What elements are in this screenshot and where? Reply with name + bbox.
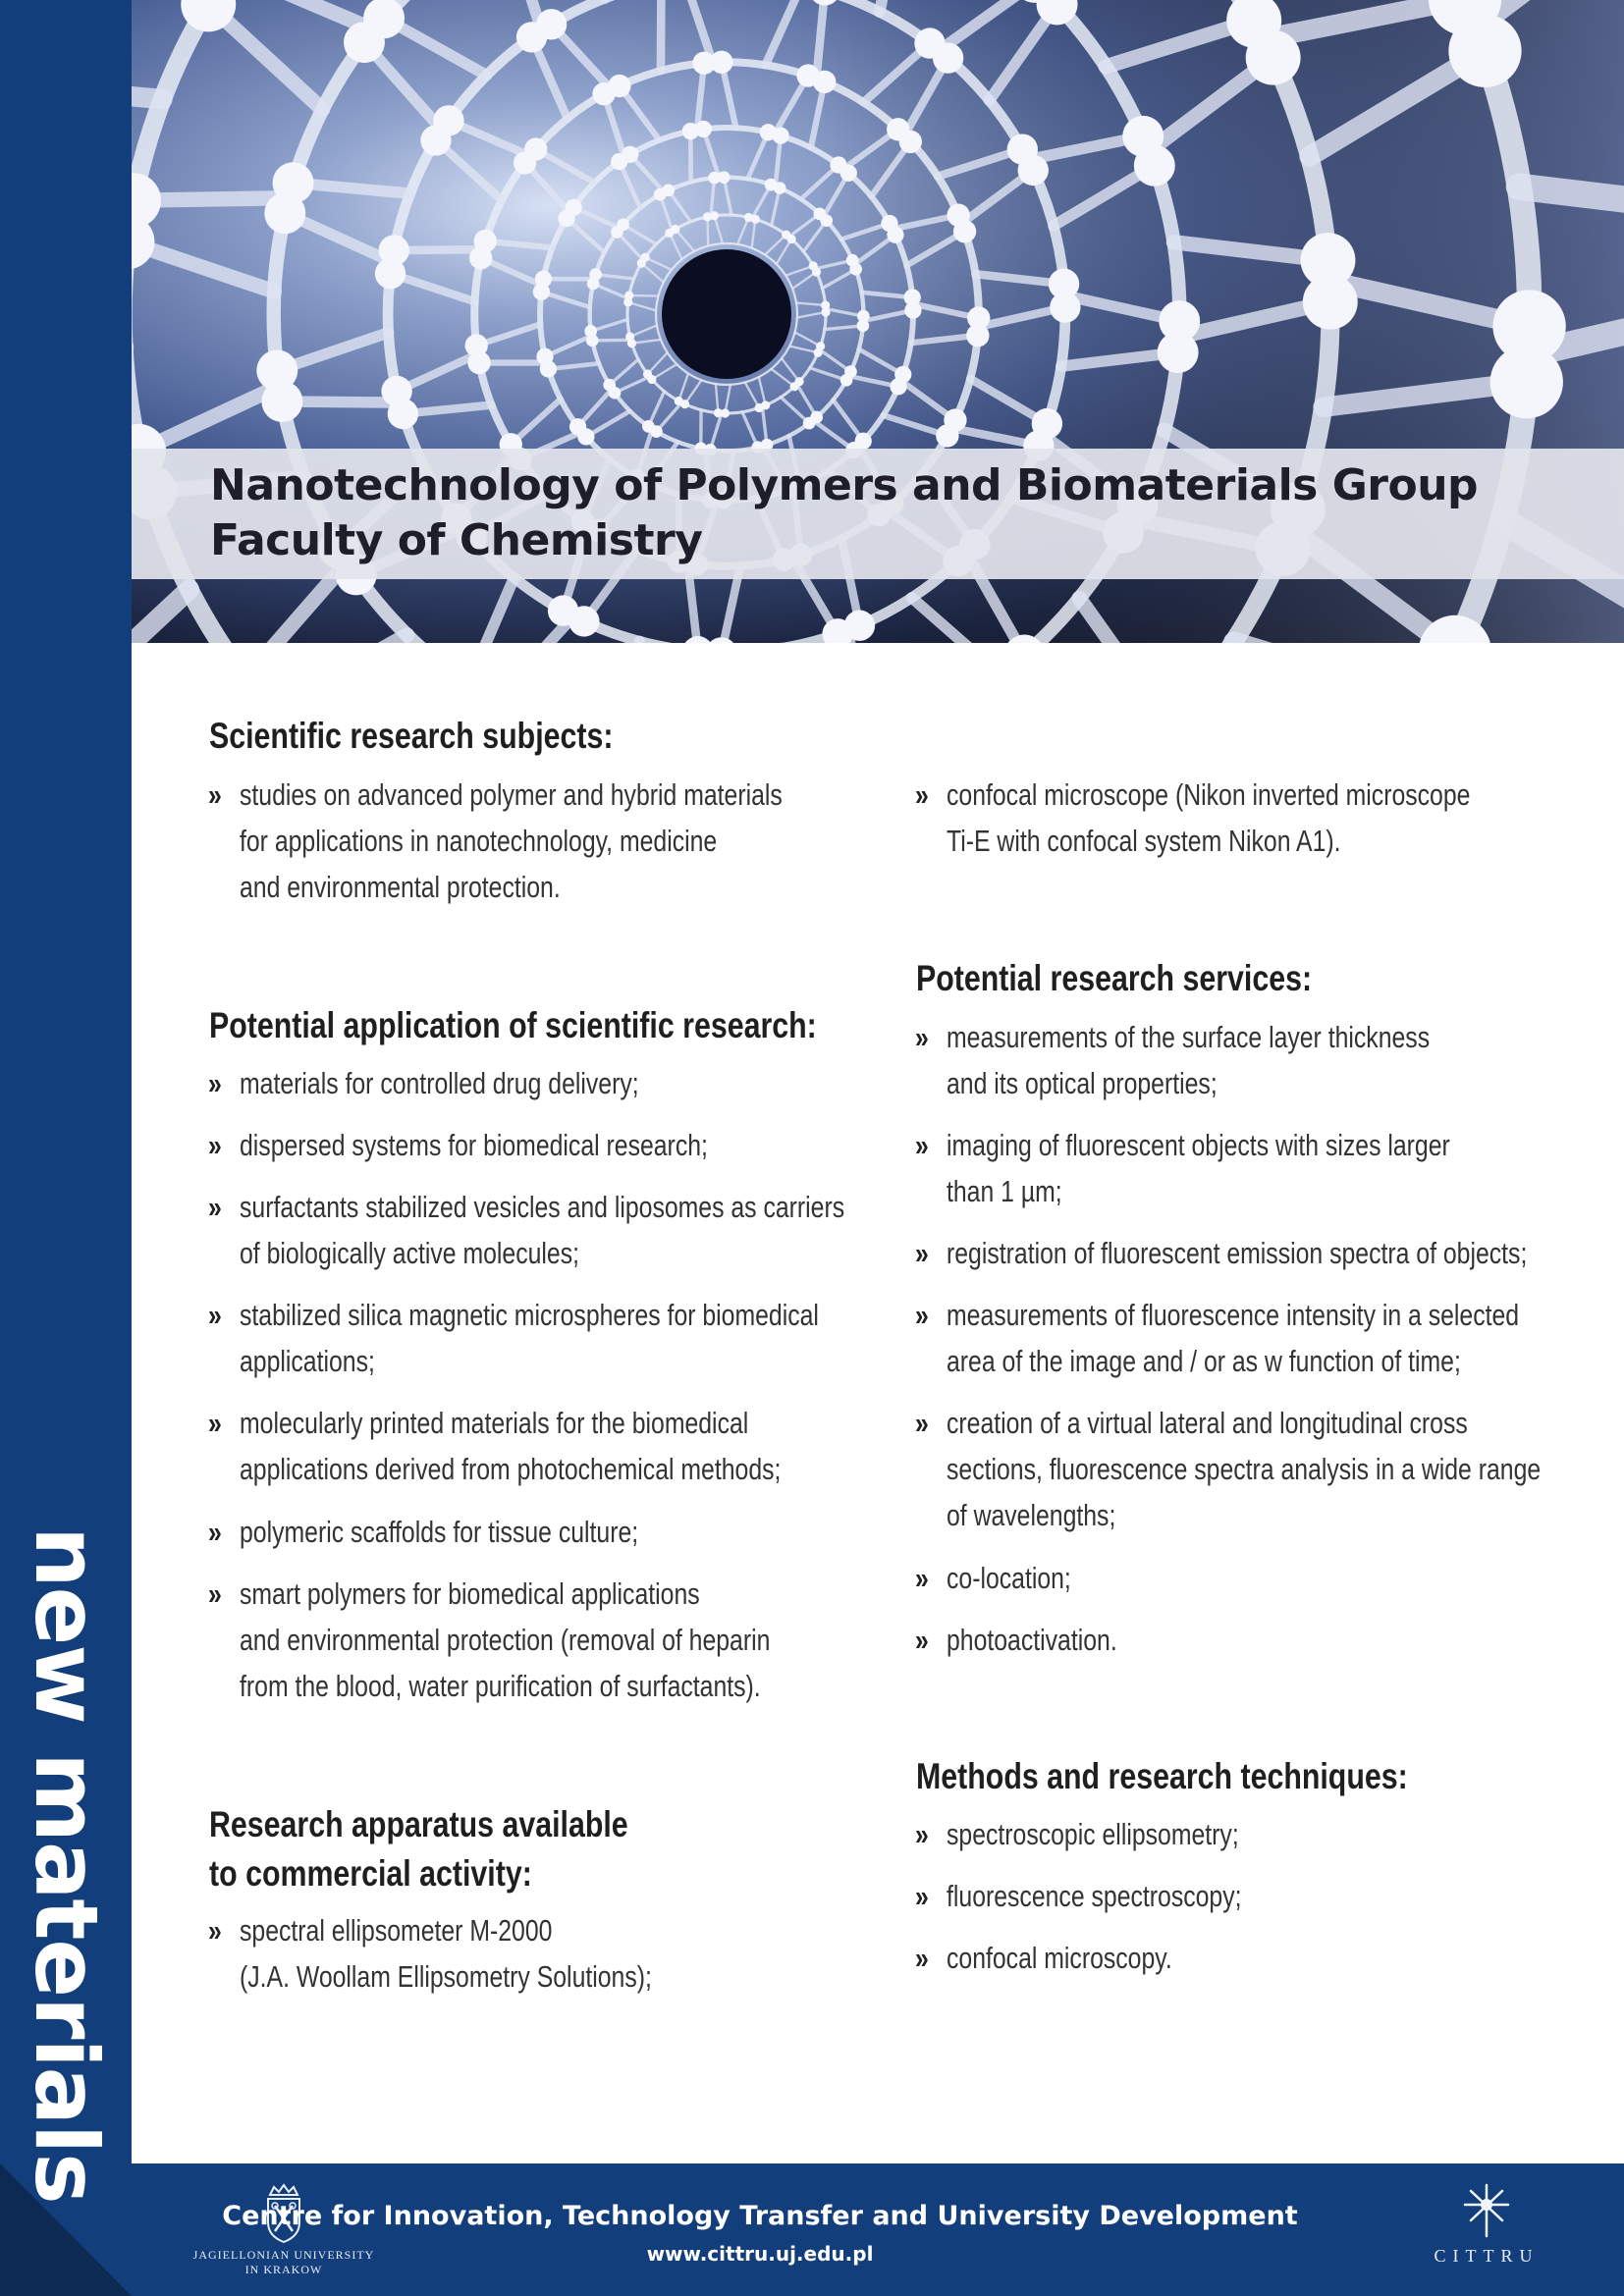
jagiellonian-logo <box>186 2183 382 2281</box>
list-item <box>208 1292 819 1384</box>
list-item <box>208 1122 708 1168</box>
lattice-atom <box>256 349 298 391</box>
list-item <box>915 1230 1528 1276</box>
bullet-marker: » <box>208 1576 222 1611</box>
list-item-line: fluorescence spectroscopy; <box>947 1879 1242 1913</box>
footer-band <box>132 2163 1624 2296</box>
heading-research-subjects: Scientific research subjects: <box>209 716 614 756</box>
lattice-atom <box>622 146 638 163</box>
lattice-atom <box>433 105 463 135</box>
list-item <box>208 1400 782 1492</box>
bullet-marker: » <box>915 1406 929 1440</box>
list-item-line: (J.A. Woollam Ellipsometry Solutions); <box>240 1959 652 1994</box>
bullet-marker: » <box>915 1298 929 1332</box>
bullet-marker: » <box>915 777 929 812</box>
lattice-atom <box>671 225 679 234</box>
bullet-marker: » <box>208 1190 222 1224</box>
lattice-atom <box>642 420 655 433</box>
heading-applications: Potential application of scientific research: <box>209 1005 817 1045</box>
bullet-marker: » <box>208 1913 222 1948</box>
list-item-line: co-location; <box>947 1561 1071 1595</box>
lattice-atom <box>1246 30 1301 85</box>
lattice-atom <box>787 235 796 243</box>
list-item <box>915 1014 1431 1106</box>
bullet-marker: » <box>208 777 222 812</box>
footer-url[interactable]: www.cittru.uj.edu.pl <box>646 2242 874 2266</box>
bullet-marker: » <box>915 1020 929 1054</box>
lattice-atom <box>662 185 675 197</box>
lattice-atom <box>714 408 723 417</box>
page-subtitle: Faculty of Chemistry <box>210 515 703 565</box>
bullet-marker: » <box>208 1298 222 1332</box>
lattice-atom <box>617 218 629 231</box>
lattice-atom <box>710 211 719 220</box>
bullet-marker: » <box>208 1406 222 1440</box>
list-item-line: measurements of the surface layer thickness <box>947 1020 1431 1054</box>
lattice-atom <box>840 374 853 387</box>
lattice-atom <box>1159 300 1200 342</box>
list-item <box>208 1571 771 1709</box>
list-item-line: materials for controlled drug delivery; <box>240 1066 639 1100</box>
list-item-line: sections, fluorescence spectra analysis in a wide range <box>947 1452 1542 1486</box>
lattice-atom <box>813 71 836 93</box>
title-band <box>132 449 1624 579</box>
lattice-atom <box>967 306 990 329</box>
heading-methods: Methods and research techniques: <box>916 1756 1408 1796</box>
lattice-atom <box>379 235 409 265</box>
cittru-logo-text: CITTRU <box>1434 2246 1540 2266</box>
lattice-atom <box>849 263 862 276</box>
bullet-marker: » <box>915 1941 929 1975</box>
list-item <box>208 772 783 910</box>
lattice-atom <box>536 9 567 39</box>
list-item <box>915 1292 1520 1384</box>
lattice-atom <box>565 199 581 216</box>
lattice-atom <box>675 397 683 405</box>
lattice-atom <box>584 325 597 338</box>
list-item-line: imaging of fluorescent objects with sizes larger <box>947 1128 1450 1162</box>
list-item-line: spectroscopic ellipsometry; <box>947 1817 1239 1851</box>
lattice-atom <box>381 376 411 406</box>
bullet-marker: » <box>915 1236 929 1270</box>
list-item-line: surfactants stabilized vesicles and liposomes as carriers <box>240 1190 845 1224</box>
list-item-line: studies on advanced polymer and hybrid materials <box>240 777 783 812</box>
page-title: Nanotechnology of Polymers and Biomaterials Group <box>210 460 1479 510</box>
list-item <box>208 1907 652 2000</box>
bullet-marker: » <box>208 1128 222 1162</box>
lattice-atom <box>904 289 921 305</box>
list-item <box>915 1811 1239 1857</box>
list-item <box>915 772 1471 864</box>
lattice-atom <box>589 268 602 281</box>
heading-services: Potential research services: <box>916 958 1313 998</box>
list-item <box>915 1122 1450 1214</box>
list-item <box>208 1060 639 1106</box>
list-item-line: area of the image and / or as w function of time; <box>947 1344 1461 1378</box>
university-name-line2: IN KRAKOW <box>244 2263 323 2276</box>
lattice-atom <box>1301 233 1356 288</box>
lattice-atom <box>820 214 833 227</box>
lattice-atom <box>536 348 553 365</box>
lattice-atom <box>814 348 823 357</box>
lattice-atom <box>953 220 976 242</box>
lattice-atom <box>1448 15 1521 87</box>
lattice-atom <box>710 51 732 74</box>
list-item-line: of wavelengths; <box>947 1498 1116 1532</box>
lattice-atom <box>474 230 497 252</box>
lattice-atom <box>535 271 552 288</box>
bullet-marker: » <box>208 1066 222 1100</box>
list-item-line: Ti-E with confocal system Nikon A1). <box>947 824 1341 858</box>
lattice-atom <box>936 424 958 447</box>
lattice-atom <box>890 378 906 395</box>
lattice-atom <box>524 137 547 160</box>
cittru-star-icon <box>1398 2177 1575 2242</box>
lattice-atom <box>751 215 760 224</box>
lattice-atom <box>812 267 821 276</box>
lattice-atom <box>273 162 314 203</box>
lattice-atom <box>840 165 857 182</box>
bullet-marker: » <box>915 1879 929 1913</box>
list-item-line: stabilized silica magnetic microspheres for biomedical <box>240 1298 819 1332</box>
list-item-line: smart polymers for biomedical applications <box>240 1576 700 1611</box>
lattice-atom <box>790 382 799 391</box>
list-item-line: and environmental protection. <box>240 870 561 904</box>
list-item-line: from the blood, water purification of surfactants). <box>240 1669 761 1703</box>
lattice-atom <box>772 128 788 144</box>
list-item <box>915 1873 1242 1919</box>
bullet-marker: » <box>915 1128 929 1162</box>
lattice-atom <box>643 369 652 378</box>
list-item-line: measurements of fluorescence intensity in a selected <box>947 1298 1520 1332</box>
list-item-line: and environmental protection (removal of heparin <box>240 1623 771 1657</box>
lattice-atom <box>640 253 649 262</box>
lattice-atom <box>774 182 786 194</box>
list-item-line: creation of a virtual lateral and longitudinal cross <box>947 1406 1468 1440</box>
list-item-line: of biologically active molecules; <box>240 1236 579 1270</box>
list-item-line: for applications in nanotechnology, medicine <box>240 824 718 858</box>
bullet-marker: » <box>208 1515 222 1549</box>
footer-title: Centre for Innovation, Technology Transfer and University Development <box>222 2201 1298 2231</box>
list-item-line: polymeric scaffolds for tissue culture; <box>240 1515 639 1549</box>
bullet-marker: » <box>915 1817 929 1851</box>
list-item-line: than 1 µm; <box>947 1174 1062 1208</box>
lattice-atom <box>857 310 870 323</box>
list-item-line: spectral ellipsometer M-2000 <box>240 1913 553 1948</box>
sidebar-band <box>0 0 132 2296</box>
list-item-line: and its optical properties; <box>947 1066 1218 1100</box>
lattice-atom <box>803 417 816 430</box>
heading-apparatus-line2: to commercial activity: <box>209 1853 532 1894</box>
lattice-atom <box>624 291 633 299</box>
list-item-line: applications derived from photochemical methods; <box>240 1452 782 1486</box>
lattice-atom <box>1018 155 1049 186</box>
list-item-line: confocal microscope (Nikon inverted microscope <box>947 777 1471 812</box>
lattice-atom <box>1492 290 1565 362</box>
lattice-atom <box>695 121 712 137</box>
list-item <box>208 1184 845 1276</box>
lattice-atom <box>933 42 963 73</box>
list-item <box>208 1509 639 1555</box>
lattice-atom <box>548 595 578 625</box>
lattice-atom <box>718 171 731 184</box>
lattice-atom <box>1134 145 1175 187</box>
lattice-atom <box>465 334 488 356</box>
list-item <box>915 1400 1542 1538</box>
list-item-line: molecularly printed materials for the biomedical <box>240 1406 749 1440</box>
lattice-atom <box>755 403 764 412</box>
list-item-line: applications; <box>240 1344 375 1378</box>
bullet-marker: » <box>915 1623 929 1657</box>
list-item <box>915 1555 1071 1601</box>
lattice-atom <box>569 418 586 435</box>
sidebar-label: new materials <box>16 1526 117 2204</box>
list-item <box>915 1617 1117 1663</box>
list-item-line: photoactivation. <box>947 1623 1117 1657</box>
list-item-line: dispersed systems for biomedical research; <box>240 1128 708 1162</box>
cittru-logo <box>1398 2177 1575 2285</box>
lattice-atom <box>899 131 922 153</box>
lattice-bond <box>640 641 642 643</box>
lattice-atom <box>608 75 630 97</box>
list-item-line: confocal microscopy. <box>947 1941 1172 1975</box>
list-item-line: registration of fluorescent emission spectra of objects; <box>947 1236 1528 1270</box>
list-item <box>915 1935 1172 1981</box>
lattice-atom <box>1049 269 1079 299</box>
lattice-atom <box>821 300 830 309</box>
lattice-atom <box>603 379 616 392</box>
university-name-line1: JAGIELLONIAN UNIVERSITY <box>192 2248 375 2262</box>
lattice-atom <box>625 332 634 341</box>
heading-apparatus: Research apparatus available <box>209 1804 628 1844</box>
bullet-marker: » <box>915 1561 929 1595</box>
lattice-atom <box>887 227 903 243</box>
